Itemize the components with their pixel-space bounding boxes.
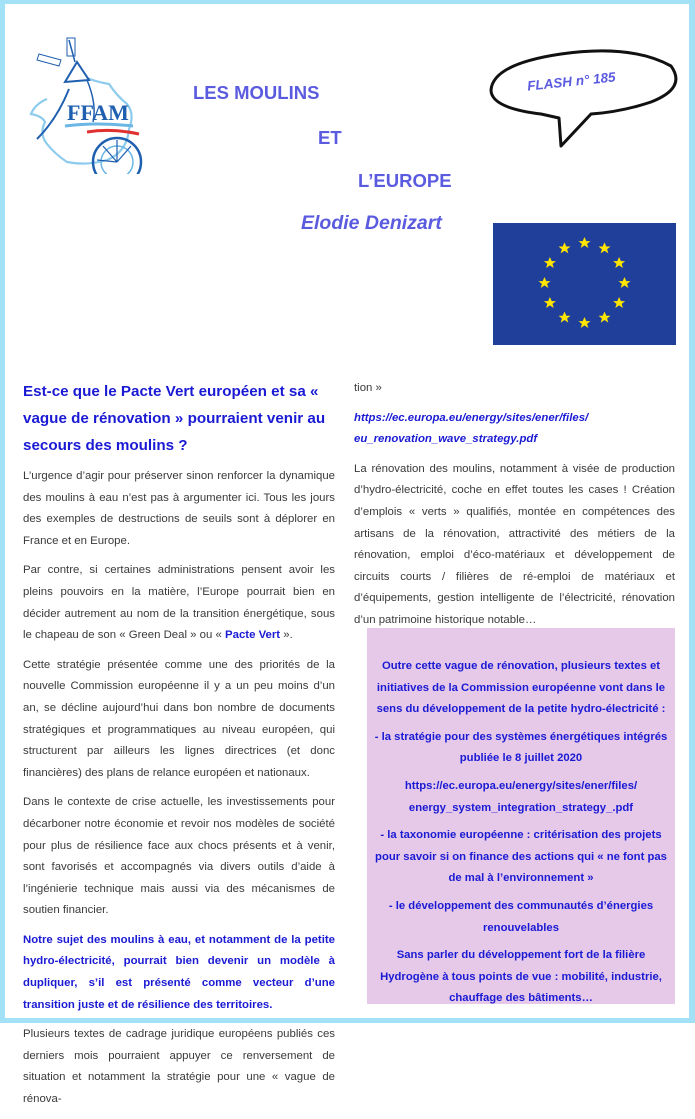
paragraph-green-deal: [23, 560, 335, 646]
right-column: [354, 378, 675, 640]
energy-system-link[interactable]: https://ec.europa.eu/energy/sites/ener/files/ energy_system_integration_strategy_.pdf: [404, 779, 638, 814]
logo-text: FFAM: [67, 100, 129, 125]
paragraph-green-deal-start: Par contre, si certaines administrations pensent avoir les pleins pouvoirs en la matière, l’Europe pourrait bien en décider autrement au nom de la transition énergétique, sous le chapeau de son « Green Deal » ou «: [23, 564, 335, 642]
eu-flag-icon: [493, 223, 676, 345]
callout-item-communities: - le développement des communautés d’énergies renouvelables: [388, 899, 654, 934]
ffam-logo-icon: [17, 34, 147, 174]
callout-item-energy-system: - la stratégie pour des systèmes énergétiques intégrés publiée le 8 juillet 2020: [374, 730, 668, 765]
paragraph-crisis-context: Dans le contexte de crise actuelle, les investissements pour décarboner notre économie et revoir nos modèles de société pour plus de résilience face aux chocs présents et à venir, sont favorisés et accompagnés via divers outils d’aide à l’ingénierie technique mais aussi via des mécanismes de soutien financier.: [23, 796, 335, 917]
author-name: Elodie Denizart: [301, 212, 442, 234]
title-line-3: L’EUROPE: [358, 170, 452, 191]
title-line-1: LES MOULINS: [193, 82, 320, 103]
callout-item-taxonomy: - la taxonomie européenne : critérisation des projets pour savoir si on finance des actions qui « ne font pas de mal à l’environnement »: [375, 829, 667, 885]
paragraph-urgency: L’urgence d’agir pour préserver sinon renforcer la dynamique des moulins à eau n’est pas à argumenter ici. Tous les jours des exemples de destructions de seuils sont à déplorer en France et en Europe.: [23, 470, 335, 547]
renovation-wave-link[interactable]: https://ec.europa.eu/energy/sites/ener/files/ eu_renovation_wave_strategy.pdf: [354, 411, 589, 446]
continuation-text: tion »: [354, 382, 382, 394]
title-line-2: ET: [318, 127, 342, 148]
article-heading: Est-ce que le Pacte Vert européen et sa « vague de rénovation » pourraient venir au secours des moulins ?: [23, 383, 326, 454]
callout-closing: Sans parler du développement fort de la filière Hydrogène à tous points de vue : mobilité, industrie, chauffage des bâtiments…: [380, 949, 662, 1005]
highlight-paragraph: Notre sujet des moulins à eau, et notamment de la petite hydro-électricité, pourrait bien devenir un modèle à dupliquer, s’il est présenté comme vecteur d’une transition juste et de résilience des territoires.: [23, 933, 335, 1011]
paragraph-green-deal-end: ».: [280, 629, 293, 642]
paragraph-strategy: Cette stratégie présentée comme une des priorités de la nouvelle Commission européenne il y a un peu moins d’un an, se décline aujourd’hui dans bon nombre de documents stratégiques et programmatiques au niveau européen, qui structurent par ailleurs les lignes directrices (et donc financières) des plans de relance européen et nationaux.: [23, 658, 335, 779]
left-column: [23, 378, 335, 1119]
flash-issue-label: FLASH n° 185: [526, 69, 617, 94]
callout-intro: Outre cette vague de rénovation, plusieurs textes et initiatives de la Commission européenne vont dans le sens du développement de la petite hydro-électricité :: [376, 660, 666, 716]
paragraph-renovation-benefits: La rénovation des moulins, notamment à visée de production d’hydro-électricité, coche en effet toutes les cases ! Création d’emplois « verts » qualifiés, montée en compétences des artisans de la rénovation, attractivité des métiers de la rénovation, emploi d’éco-matériaux et développement de circuits courts / filières de ré-emploi de matériaux et d’équipements, gestion intelligente de l’électricité, rénovation d’un patrimoine historique notable…: [354, 462, 675, 626]
pacte-vert-emphasis: Pacte Vert: [225, 629, 281, 642]
speech-bubble-icon: [481, 42, 681, 154]
paragraph-legal-texts: Plusieurs textes de cadrage juridique européens publiés ces derniers mois pourraient appuyer ce renversement de situation et notamment la stratégie pour une « vague de rénova-: [23, 1028, 335, 1106]
callout-box: [367, 628, 675, 1004]
